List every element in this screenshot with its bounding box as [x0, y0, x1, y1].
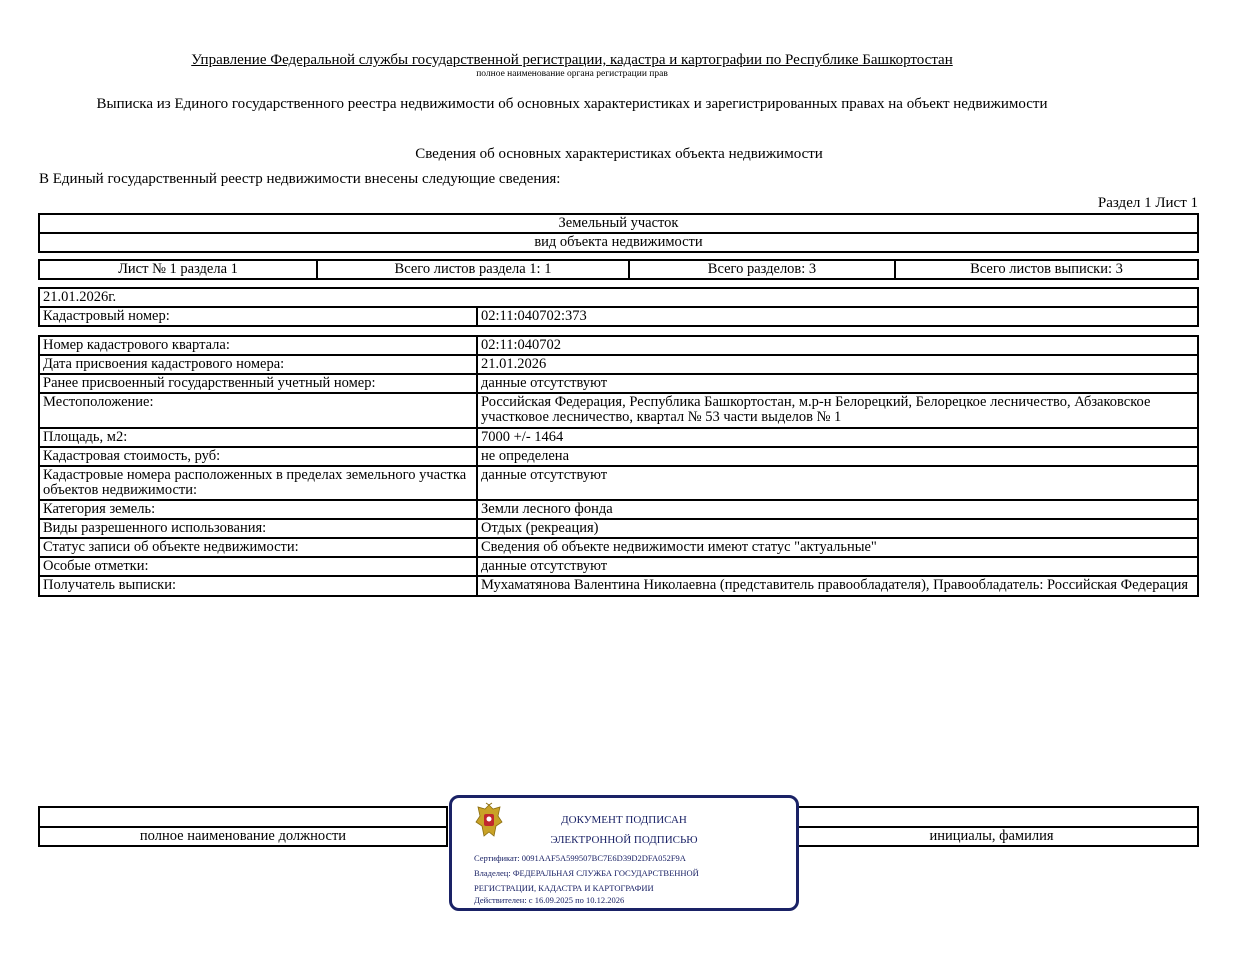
object-type-caption: вид объекта недвижимости [39, 233, 1198, 252]
table-row [39, 538, 1198, 557]
table-row [39, 336, 1198, 355]
characteristics-table [38, 335, 1199, 597]
total-sheets: Всего листов выписки: 3 [895, 260, 1198, 279]
digital-signature-stamp [449, 795, 799, 911]
row-label: Кадастровые номера расположенных в пределах земельного участка объектов недвижимости: [39, 466, 477, 500]
row-label: Ранее присвоенный государственный учетный номер: [39, 374, 477, 393]
stamp-owner-1: Владелец: ФЕДЕРАЛЬНАЯ СЛУЖБА ГОСУДАРСТВЕННОЙ [474, 868, 699, 878]
table-row [39, 466, 1198, 500]
row-label: Кадастровая стоимость, руб: [39, 447, 477, 466]
object-type: Земельный участок [39, 214, 1198, 233]
row-value: данные отсутствуют [477, 557, 1198, 576]
total-sheets-section: Всего листов раздела 1: 1 [317, 260, 629, 279]
section-sheet-label: Раздел 1 Лист 1 [1097, 195, 1198, 211]
row-value: 02:11:040702 [477, 336, 1198, 355]
row-label: Дата присвоения кадастрового номера: [39, 355, 477, 374]
row-label: Виды разрешенного использования: [39, 519, 477, 538]
stamp-owner-2: РЕГИСТРАЦИИ, КАДАСТРА И КАРТОГРАФИИ [474, 883, 654, 893]
document-title: Выписка из Единого государственного реестра недвижимости об основных характеристиках и зарегистрированных правах на объект недвижимости [96, 96, 1048, 112]
row-value: данные отсутствуют [477, 466, 1198, 500]
row-value: 7000 +/- 1464 [477, 428, 1198, 447]
table-row [39, 355, 1198, 374]
name-cell [785, 807, 1198, 827]
table-row [39, 576, 1198, 596]
stamp-line-1: ДОКУМЕНТ ПОДПИСАН [561, 814, 687, 826]
row-value: 21.01.2026 [477, 355, 1198, 374]
name-caption: инициалы, фамилия [785, 827, 1198, 846]
table-row [39, 519, 1198, 538]
extract-date: 21.01.2026г. [39, 288, 1198, 307]
sheets-table [38, 259, 1199, 280]
table-row [39, 557, 1198, 576]
row-value: Земли лесного фонда [477, 500, 1198, 519]
total-sections: Всего разделов: 3 [629, 260, 895, 279]
stamp-line-2: ЭЛЕКТРОННОЙ ПОДПИСЬЮ [550, 834, 698, 846]
row-label: Номер кадастрового квартала: [39, 336, 477, 355]
position-cell [39, 807, 447, 827]
section-title: Сведения об основных характеристиках объекта недвижимости [415, 146, 823, 162]
table-row [39, 500, 1198, 519]
sheet-number: Лист № 1 раздела 1 [39, 260, 317, 279]
row-label: Категория земель: [39, 500, 477, 519]
intro-text: В Единый государственный реестр недвижимости внесены следующие сведения: [39, 171, 561, 187]
table-row [39, 374, 1198, 393]
row-value: Отдых (рекреация) [477, 519, 1198, 538]
row-value: Российская Федерация, Республика Башкортостан, м.р-н Белорецкий, Белорецкое лесничество, Абзаковское участковое лесничество, квартал № 53 части выделов № 1 [477, 393, 1198, 428]
row-label: Получатель выписки: [39, 576, 477, 596]
cadastral-number-label: Кадастровый номер: [39, 307, 477, 326]
row-value: не определена [477, 447, 1198, 466]
row-value: данные отсутствуют [477, 374, 1198, 393]
object-type-table [38, 213, 1199, 253]
table-row [39, 393, 1198, 428]
cadastral-number-value: 02:11:040702:373 [477, 307, 1198, 326]
stamp-validity: Действителен: с 16.09.2025 по 10.12.2026 [474, 895, 625, 905]
authority-name: Управление Федеральной службы государственной регистрации, кадастра и картографии по Республике Башкортостан [191, 52, 953, 68]
position-caption: полное наименование должности [39, 827, 447, 846]
row-label: Местоположение: [39, 393, 477, 428]
table-row [39, 428, 1198, 447]
stamp-certificate: Сертификат: 0091AAF5A599507BC7E6D39D2DFA052F9A [474, 853, 686, 863]
row-label: Статус записи об объекте недвижимости: [39, 538, 477, 557]
authority-caption: полное наименование органа регистрации прав [476, 69, 668, 79]
row-value: Мухаматянова Валентина Николаевна (представитель правообладателя), Правообладатель: Российская Федерация [477, 576, 1198, 596]
table-row [39, 447, 1198, 466]
row-label: Площадь, м2: [39, 428, 477, 447]
row-value: Сведения об объекте недвижимости имеют статус "актуальные" [477, 538, 1198, 557]
row-label: Особые отметки: [39, 557, 477, 576]
cadastral-table [38, 287, 1199, 327]
